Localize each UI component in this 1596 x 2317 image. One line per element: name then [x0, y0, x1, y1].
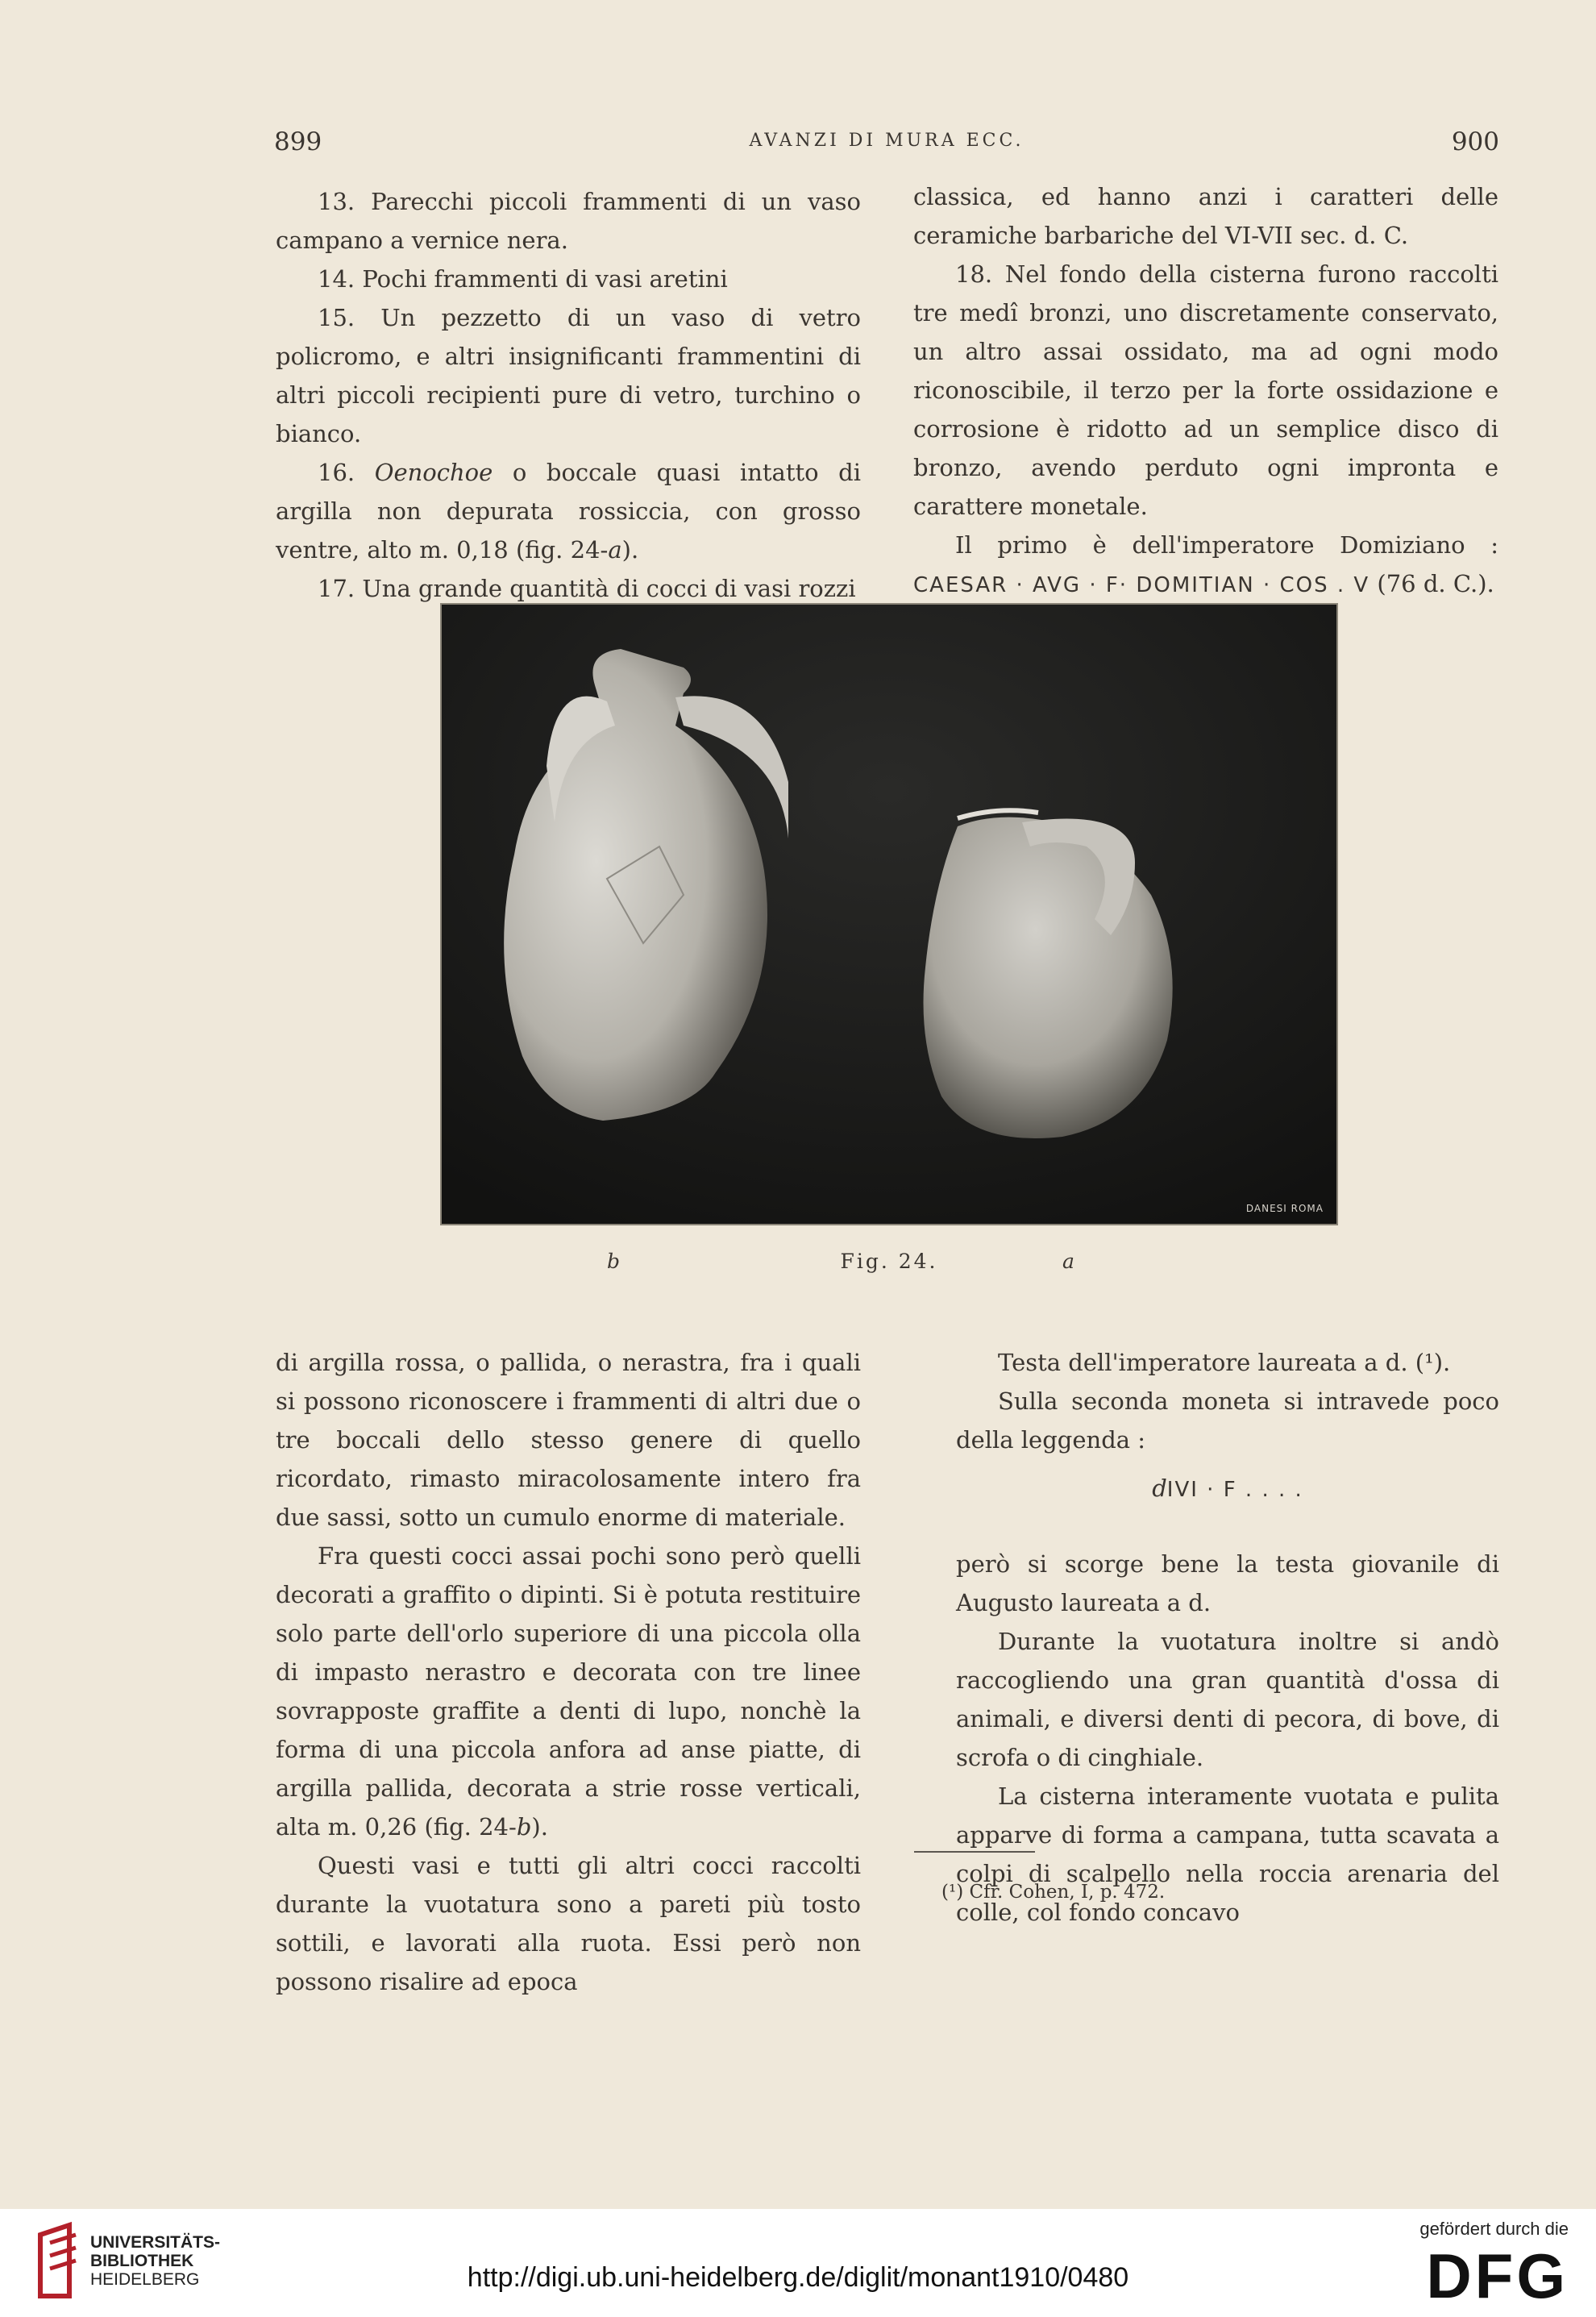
- photo-credit: DANESI ROMA: [1245, 1203, 1324, 1214]
- column-top-left: [276, 182, 861, 608]
- figure-ref-b: b: [516, 1813, 532, 1841]
- paragraph-16: [276, 453, 861, 569]
- paragraph-second-coin: Sulla seconda moneta si intravede poco della leggenda :: [956, 1387, 1499, 1454]
- library-name-line3: HEIDELBERG: [90, 2270, 200, 2289]
- coin-legend-text: IVI · F . . . .: [1166, 1478, 1303, 1502]
- paragraph-continuation: classica, ed hanno anzi i caratteri delle ceramiche barbariche del VI-VII sec. d. C.: [913, 183, 1498, 249]
- footnote: (¹) Cfr. Cohen, I, p. 472.: [941, 1882, 1166, 1903]
- paragraph-bones: Durante la vuotatura inoltre si andò raccogliendo una gran quantità d'ossa di animali, e diversi denti di pecora, di bove, di scrofa o di cinghiale.: [956, 1628, 1499, 1771]
- paragraph-15: 15. Un pezzetto di un vaso di vetro policromo, e altri insignificanti frammentini di altri piccoli recipienti pure di vetro, turchino o bianco.: [276, 304, 861, 447]
- vases-photograph: [442, 605, 1336, 1224]
- running-title: AVANZI DI MURA ECC.: [749, 131, 1025, 151]
- paragraph-cistern: La cisterna interamente vuotata e pulita apparve di forma a campana, tutta scavata a colpi di scalpello nella roccia arenaria del colle, col fondo concavo: [956, 1782, 1499, 1926]
- paragraph-decorated-text: Fra questi cocci assai pochi sono però quelli decorati a graffito o dipinti. Si è potuta restituire solo parte dell'orlo superiore di una piccola olla di impasto nerastro e decorata con tre linee sovrapposte graffite a denti di lupo, nonchè la forma di una piccola anfora ad anse piatte, di argilla pallida, decorata a strie rosse verticali, alta m. 0,26 (fig. 24-: [276, 1542, 861, 1841]
- dfg-logo: DFG: [1426, 2240, 1569, 2311]
- paragraph-17: 17. Una grande quantità di cocci di vasi rozzi: [318, 575, 856, 602]
- paragraph-clay: di argilla rossa, o pallida, o nerastra, fra i quali si possono riconoscere i frammenti di altri due o tre boccali dello stesso genere di quello ricordato, rimasto miracolosamente intero fra due sassi, sotto un cumulo enorme di materiale.: [276, 1349, 861, 1531]
- page-number-right: 900: [1451, 127, 1499, 156]
- paragraph-vases: Questi vasi e tutti gli altri cocci raccolti durante la vuotatura sono a pareti più tosto sottili, e lavorati alla ruota. Essi però non possono risalire ad epoca: [276, 1852, 861, 1995]
- library-name-line2: BIBLIOTHEK: [90, 2252, 194, 2270]
- column-top-right: [913, 177, 1498, 605]
- paragraph-16-text: o boccale quasi intatto di argilla non depurata rossiccia, con grosso ventre, alto m. 0,18 (fig. 24-: [276, 459, 861, 564]
- library-name-line1: UNIVERSITÄTS-: [90, 2233, 221, 2252]
- paragraph-16-end: ).: [621, 536, 639, 564]
- paragraph-18: 18. Nel fondo della cisterna furono raccolti tre medî bronzi, uno discretamente conservato, un altro assai ossidato, ma ad ogni modo riconoscibile, il terzo per la forte ossidazione e corrosione è ridotto ad un semplice disco di bronzo, avendo perduto ogni impronta e carattere monetale.: [913, 260, 1498, 520]
- footnote-rule: [914, 1851, 1035, 1853]
- oenochoe-term: Oenochoe: [374, 459, 493, 486]
- paragraph-augustus: però si scorge bene la testa giovanile di Augusto laureata a d.: [956, 1550, 1499, 1616]
- coin-date: (76 d. C.).: [1377, 570, 1494, 597]
- coin-legend: [956, 1469, 1499, 1509]
- running-header: [274, 127, 1499, 160]
- coin-text: Il primo è dell'imperatore Domiziano :: [955, 531, 1498, 559]
- paragraph-coin: [913, 526, 1498, 605]
- paragraph-decorated: [276, 1537, 861, 1846]
- paragraph-16-number: 16.: [318, 459, 355, 486]
- caption-label-b: b: [607, 1250, 621, 1273]
- paragraph-head: Testa dell'imperatore laureata a d. (¹).: [998, 1349, 1451, 1376]
- coin-legend-d: d: [1152, 1475, 1167, 1502]
- column-bottom-right: [956, 1343, 1499, 1932]
- column-bottom-left: [276, 1343, 861, 2001]
- figure-ref-a: a: [608, 536, 622, 564]
- coin-inscription: CAESAR · AVG · F· DOMITIAN · COS . V: [913, 573, 1370, 597]
- page-number-left: 899: [274, 127, 322, 156]
- paragraph-14: 14. Pochi frammenti di vasi aretini: [318, 265, 728, 293]
- paragraph-decorated-end: ).: [531, 1813, 548, 1841]
- source-url-link[interactable]: http://digi.ub.uni-heidelberg.de/diglit/monant1910/0480: [467, 2262, 1129, 2293]
- caption-figure-number: Fig. 24.: [840, 1250, 938, 1273]
- figure-caption: [442, 1250, 1336, 1282]
- caption-label-a: a: [1062, 1250, 1074, 1273]
- sponsor-label: gefördert durch die: [1419, 2219, 1569, 2239]
- figure-24-photo: [442, 605, 1336, 1224]
- paragraph-13: 13. Parecchi piccoli frammenti di un vaso campano a vernice nera.: [276, 188, 861, 254]
